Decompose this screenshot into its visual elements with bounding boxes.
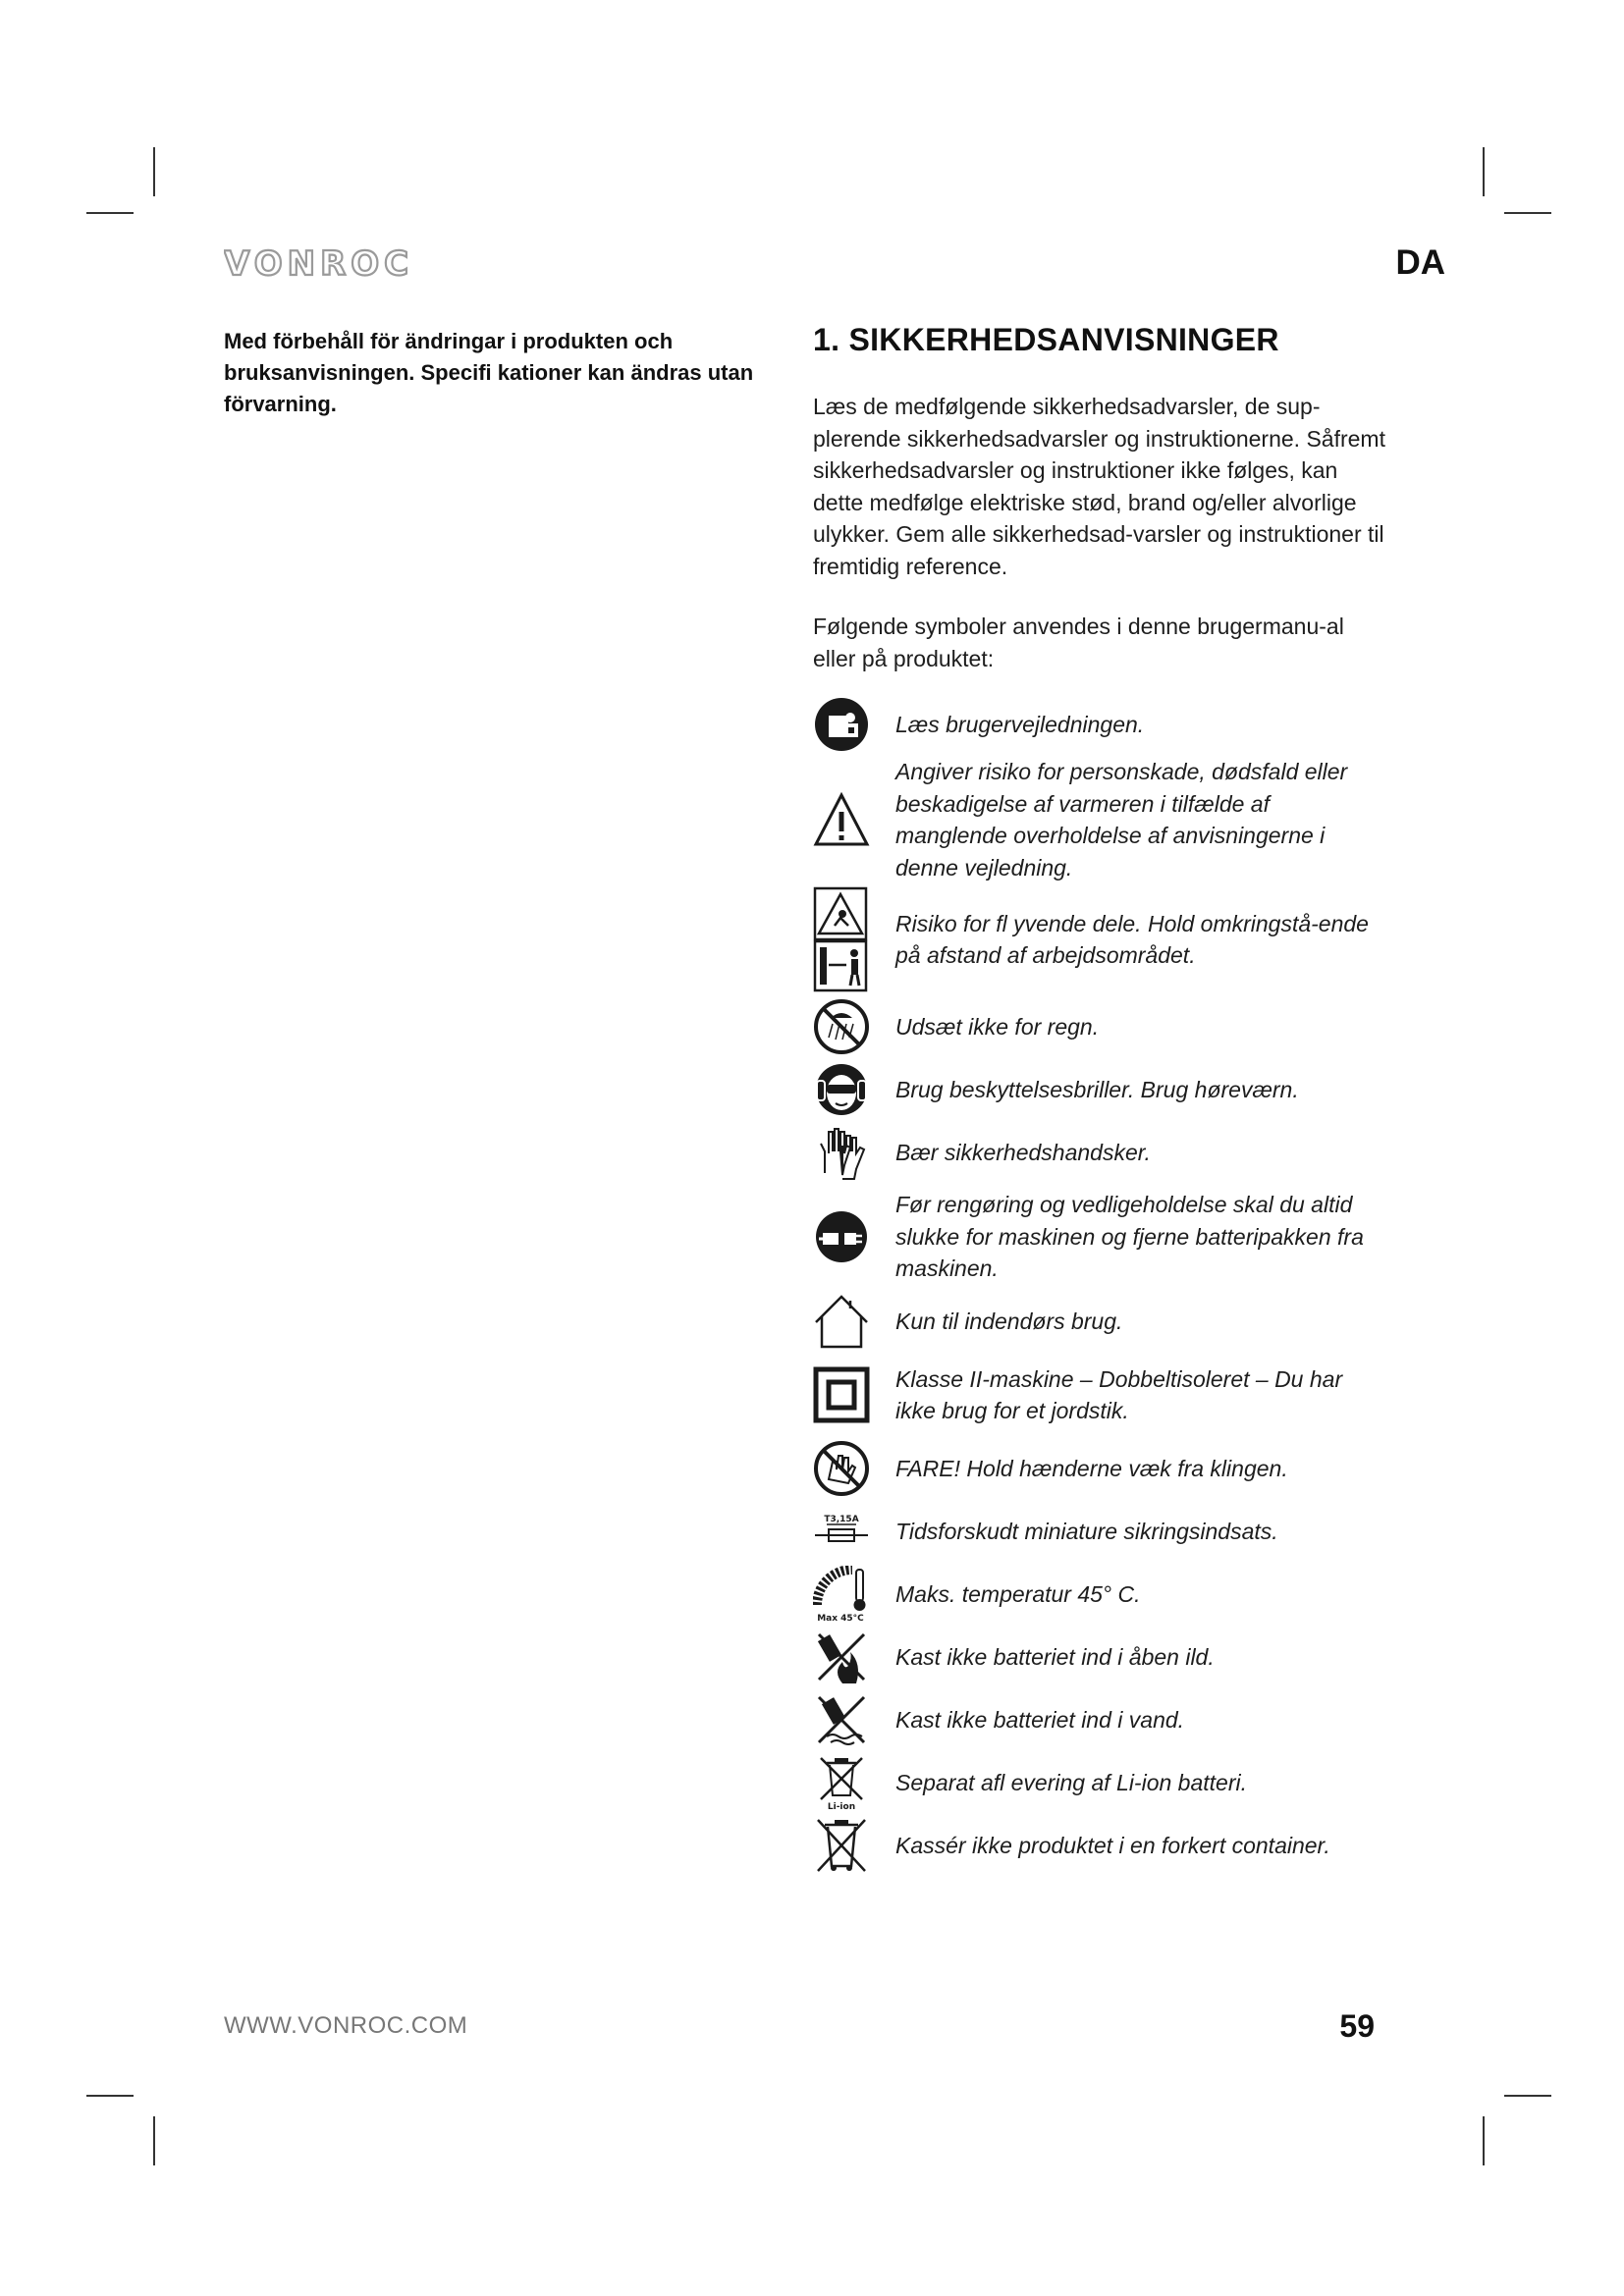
no-rain-icon <box>813 998 874 1055</box>
crop-mark <box>153 147 155 196</box>
symbol-description: Angiver risiko for personskade, dødsfald eller beskadigelse af varmeren i tilfælde af manglende overholdelse af anvisningerne i denne vejledning. <box>895 759 1348 881</box>
symbol-row <box>813 1353 1402 1437</box>
symbol-row <box>813 1814 1402 1877</box>
symbol-description: Udsæt ikke for regn. <box>895 1013 1100 1040</box>
page-number: 59 <box>1339 2008 1375 2044</box>
symbol-description: FARE! Hold hænderne væk fra klingen. <box>895 1455 1288 1481</box>
no-hands-blade-icon <box>813 1440 874 1497</box>
li-ion-bin-icon <box>813 1754 874 1811</box>
warning-triangle-icon <box>813 792 874 847</box>
symbol-row <box>813 1058 1402 1121</box>
class-ii-icon <box>813 1366 874 1423</box>
crop-mark <box>153 2116 155 2165</box>
crop-mark <box>86 212 134 214</box>
section-title: 1. SIKKERHEDSANVISNINGER <box>813 322 1279 357</box>
indoor-house-icon <box>813 1293 874 1350</box>
intro-paragraph: Læs de medfølgende sikkerhedsadvarsler, de sup-plerende sikkerhedsadvarsler og instruktionerne. Såfremt sikkerhedsadvarsler og instruktioner ikke følges, kan dette medfølge elektriske stød, brand og/eller alvorlige ulykker. Gem alle sikkerhedsad-varsler og instruktioner til fremtidig reference. <box>813 394 1385 579</box>
no-water-battery-icon <box>813 1691 874 1748</box>
symbol-description: Maks. temperatur 45° C. <box>895 1580 1141 1607</box>
crop-mark <box>1483 2116 1485 2165</box>
symbol-row <box>813 1121 1402 1184</box>
brand-logo <box>224 243 420 283</box>
symbol-description: Kast ikke batteriet ind i vand. <box>895 1706 1185 1733</box>
goggles-earmuffs-icon <box>813 1061 874 1118</box>
symbol-row <box>813 1184 1402 1290</box>
symbol-description: Tidsforskudt miniature sikringsindsats. <box>895 1518 1278 1544</box>
unplug-icon <box>813 1208 874 1265</box>
li-ion-label: Li-ion <box>827 1802 856 1811</box>
symbol-description: Læs brugervejledningen. <box>895 711 1145 737</box>
fuse-icon <box>813 1512 874 1551</box>
symbol-description: Brug beskyttelsesbriller. Brug høreværn. <box>895 1076 1299 1102</box>
symbol-row <box>813 1500 1402 1563</box>
symbol-row <box>813 1437 1402 1500</box>
symbol-description: Kast ikke batteriet ind i åben ild. <box>895 1643 1215 1670</box>
symbol-description: Separat afl evering af Li-ion batteri. <box>895 1769 1247 1795</box>
symbol-description: Før rengøring og vedligeholdelse skal du altid slukke for maskinen og fjerne batteripakken fra maskinen. <box>895 1192 1364 1282</box>
change-notice: Med förbehåll för ändringar i produkten och bruksanvisningen. Specifi kationer kan ändras utan förvarning. <box>224 329 754 416</box>
crop-mark <box>86 2095 134 2097</box>
symbol-row <box>813 756 1402 883</box>
symbol-description: Kun til indendørs brug. <box>895 1308 1123 1334</box>
crop-mark <box>1483 147 1485 196</box>
crossed-bin-icon <box>813 1817 874 1874</box>
website-url: WWW.VONROC.COM <box>224 2012 468 2039</box>
max-temperature-icon <box>813 1566 874 1623</box>
crop-mark <box>1504 2095 1551 2097</box>
symbol-list <box>813 693 1402 1877</box>
symbol-description: Kassér ikke produktet i en forkert container. <box>895 1832 1330 1858</box>
max-temperature-label: Max 45°C <box>817 1614 864 1623</box>
read-manual-icon <box>813 696 874 753</box>
symbol-row <box>813 693 1402 756</box>
symbol-row <box>813 883 1402 995</box>
flying-parts-icon <box>813 886 874 992</box>
symbol-row <box>813 1751 1402 1814</box>
symbol-description: Bær sikkerhedshandsker. <box>895 1139 1151 1165</box>
symbol-description: Klasse II-maskine – Dobbeltisoleret – Du har ikke brug for et jordstik. <box>895 1365 1343 1423</box>
symbol-row <box>813 1290 1402 1353</box>
symbol-row <box>813 1626 1402 1688</box>
fuse-rating-label: T3,15A <box>824 1515 859 1524</box>
language-code: DA <box>1395 243 1445 282</box>
symbol-row <box>813 995 1402 1058</box>
brand-wordmark: VONROC <box>224 244 414 283</box>
symbols-intro-paragraph: Følgende symboler anvendes i denne brugermanu-al eller på produktet: <box>813 614 1344 671</box>
symbol-description: Risiko for fl yvende dele. Hold omkringstå-ende på afstand af arbejdsområdet. <box>895 910 1369 968</box>
crop-mark <box>1504 212 1551 214</box>
symbol-row <box>813 1688 1402 1751</box>
no-fire-battery-icon <box>813 1629 874 1685</box>
gloves-icon <box>813 1124 874 1181</box>
symbol-row <box>813 1563 1402 1626</box>
